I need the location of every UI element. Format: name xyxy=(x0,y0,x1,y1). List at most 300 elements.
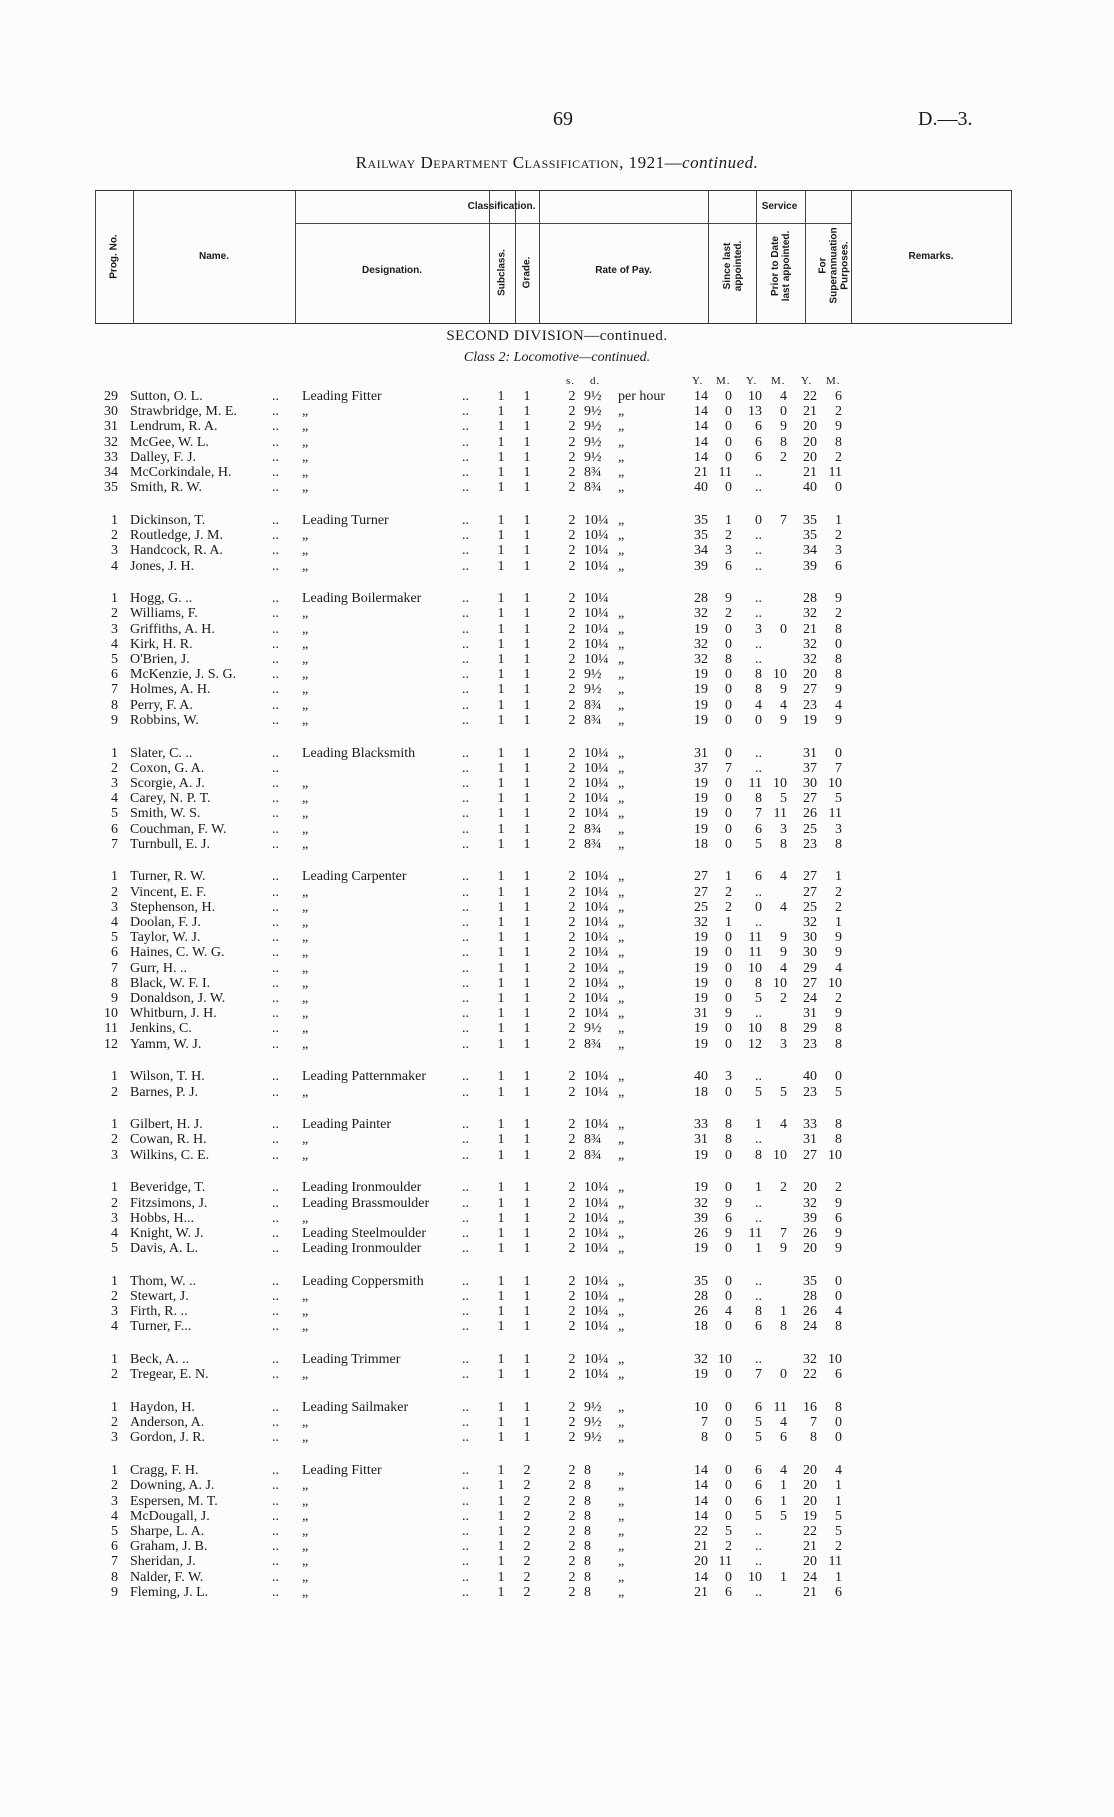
leader-dots: .. xyxy=(272,1319,279,1335)
designation: „ xyxy=(302,1554,309,1570)
since-last-years: 35 xyxy=(694,528,708,544)
pay-pence: 8 xyxy=(584,1569,591,1585)
leader-dots: .. xyxy=(462,404,469,420)
superannuation-months: 8 xyxy=(835,1400,842,1415)
prior-months: 9 xyxy=(780,419,787,435)
employee-name: Couchman, F. W. xyxy=(130,821,227,837)
grade: 1 xyxy=(523,1319,531,1335)
leader-dots: .. xyxy=(272,1225,279,1241)
superannuation-years: 20 xyxy=(803,1493,817,1509)
since-last-years: 21 xyxy=(694,465,708,480)
prog-no: 2 xyxy=(111,1195,118,1211)
leader-dots: .. xyxy=(462,1554,469,1570)
employee-name: Carey, N. P. T. xyxy=(130,791,211,807)
pay-pence: 8¾ xyxy=(584,1036,602,1052)
pay-period: „ xyxy=(618,1367,625,1383)
employee-name: Nalder, F. W. xyxy=(130,1569,204,1585)
prog-no: 4 xyxy=(111,791,118,807)
pay-shillings: 2 xyxy=(568,449,576,465)
superannuation-months: 0 xyxy=(835,1430,842,1446)
designation: „ xyxy=(302,775,309,791)
prior-months: 5 xyxy=(780,791,787,807)
designation: „ xyxy=(302,465,309,480)
since-last-months: 1 xyxy=(725,512,732,528)
pay-shillings: 2 xyxy=(568,1147,576,1163)
grade: 1 xyxy=(523,1006,531,1022)
since-last-years: 19 xyxy=(694,682,708,698)
designation: „ xyxy=(302,543,309,559)
pay-shillings: 2 xyxy=(568,465,576,480)
employee-name: O'Brien, J. xyxy=(130,652,190,667)
subclass: 1 xyxy=(497,1225,505,1241)
pay-period: „ xyxy=(618,991,625,1006)
leader-dots: .. xyxy=(272,1132,279,1148)
superannuation-months: 4 xyxy=(835,1463,842,1479)
grade: 1 xyxy=(523,1036,531,1052)
section-class-name: Locomotive—continued. xyxy=(513,350,651,365)
leader-dots: .. xyxy=(462,606,469,622)
since-last-years: 32 xyxy=(694,1195,708,1211)
leader-dots: .. xyxy=(272,621,279,637)
leader-dots: .. xyxy=(462,1539,469,1555)
prior-months: 4 xyxy=(780,1463,787,1479)
since-last-months: 8 xyxy=(725,652,732,667)
unit-months-1: M. xyxy=(716,375,731,387)
since-last-years: 19 xyxy=(694,930,708,946)
superannuation-months: 6 xyxy=(835,558,842,574)
pay-shillings: 2 xyxy=(568,1569,576,1585)
since-last-months: 0 xyxy=(725,1084,732,1100)
since-last-months: 0 xyxy=(725,975,732,991)
since-last-years: 14 xyxy=(694,389,708,404)
superannuation-months: 10 xyxy=(828,1352,842,1368)
pay-pence: 10¼ xyxy=(584,869,609,885)
grade: 1 xyxy=(523,1352,531,1368)
title-year: 1921 xyxy=(628,153,665,172)
pay-shillings: 2 xyxy=(568,1084,576,1100)
since-last-years: 19 xyxy=(694,712,708,728)
pay-shillings: 2 xyxy=(568,389,576,404)
subclass: 1 xyxy=(497,836,505,852)
leader-dots: .. xyxy=(462,1584,469,1600)
pay-shillings: 2 xyxy=(568,1180,576,1196)
superannuation-months: 4 xyxy=(835,1304,842,1320)
since-last-months: 0 xyxy=(725,697,732,713)
since-last-months: 0 xyxy=(725,1319,732,1335)
designation: „ xyxy=(302,1006,309,1022)
leader-dots: .. xyxy=(462,791,469,807)
leader-dots: .. xyxy=(272,836,279,852)
superannuation-months: 10 xyxy=(828,1147,842,1163)
superannuation-months: 6 xyxy=(835,1584,842,1600)
prog-no: 32 xyxy=(104,434,118,450)
designation: „ xyxy=(302,1084,309,1100)
subclass: 1 xyxy=(497,480,505,496)
prog-no: 12 xyxy=(104,1036,118,1052)
pay-shillings: 2 xyxy=(568,1036,576,1052)
employee-name: Anderson, A. xyxy=(130,1415,205,1431)
pay-period: „ xyxy=(618,1430,625,1446)
since-last-months: 0 xyxy=(725,1400,732,1415)
prog-no: 1 xyxy=(111,1352,118,1368)
leader-dots: .. xyxy=(272,697,279,713)
pay-period: „ xyxy=(618,821,625,837)
pay-period: „ xyxy=(618,404,625,420)
prior-months: 8 xyxy=(780,836,787,852)
prior-years: 6 xyxy=(755,1319,762,1335)
subclass: 1 xyxy=(497,591,505,607)
leader-dots: .. xyxy=(272,884,279,900)
prog-no: 3 xyxy=(111,543,118,559)
prog-no: 2 xyxy=(111,760,118,776)
since-last-months: 0 xyxy=(725,1367,732,1383)
pay-pence: 10¼ xyxy=(584,899,609,915)
prog-no: 4 xyxy=(111,1508,118,1524)
prior-months: 11 xyxy=(773,806,787,822)
employee-name: Wilkins, C. E. xyxy=(130,1147,210,1163)
pay-period: „ xyxy=(618,1400,625,1415)
pay-pence: 10¼ xyxy=(584,591,609,607)
leader-dots: .. xyxy=(462,434,469,450)
since-last-years: 19 xyxy=(694,667,708,683)
prog-no: 10 xyxy=(104,1006,118,1022)
subclass: 1 xyxy=(497,621,505,637)
superannuation-months: 0 xyxy=(835,745,842,761)
leader-dots: .. xyxy=(462,945,469,961)
grade: 2 xyxy=(523,1554,531,1570)
employee-name: Gordon, J. R. xyxy=(130,1430,206,1446)
pay-pence: 10¼ xyxy=(584,1069,609,1085)
pay-shillings: 2 xyxy=(568,1195,576,1211)
since-last-years: 32 xyxy=(694,636,708,652)
prior-years: 6 xyxy=(755,821,762,837)
pay-pence: 10¼ xyxy=(584,1319,609,1335)
employee-name: Strawbridge, M. E. xyxy=(130,404,237,420)
pay-shillings: 2 xyxy=(568,1304,576,1320)
superannuation-months: 8 xyxy=(835,1036,842,1052)
since-last-months: 2 xyxy=(725,606,732,622)
prior-years: 5 xyxy=(755,1415,762,1431)
superannuation-months: 6 xyxy=(835,1367,842,1383)
since-last-months: 0 xyxy=(725,930,732,946)
grade: 2 xyxy=(523,1463,531,1479)
pay-shillings: 2 xyxy=(568,975,576,991)
leader-dots: .. xyxy=(462,1430,469,1446)
grade: 1 xyxy=(523,1367,531,1383)
designation: „ xyxy=(302,1415,309,1431)
since-last-years: 27 xyxy=(694,884,708,900)
prog-no: 1 xyxy=(111,1117,118,1133)
since-last-months: 3 xyxy=(725,1069,732,1085)
superannuation-years: 29 xyxy=(803,960,817,976)
designation: „ xyxy=(302,1210,309,1226)
designation: „ xyxy=(302,682,309,698)
leader-dots: .. xyxy=(462,480,469,496)
since-last-years: 28 xyxy=(694,591,708,607)
pay-pence: 10¼ xyxy=(584,945,609,961)
grade: 1 xyxy=(523,465,531,480)
superannuation-years: 25 xyxy=(803,899,817,915)
superannuation-months: 1 xyxy=(835,512,842,528)
leader-dots: .. xyxy=(462,899,469,915)
superannuation-years: 20 xyxy=(803,419,817,435)
pay-shillings: 2 xyxy=(568,1225,576,1241)
designation: Leading Fitter xyxy=(302,389,382,404)
subclass: 1 xyxy=(497,404,505,420)
leader-dots: .. xyxy=(462,1493,469,1509)
pay-pence: 9½ xyxy=(584,449,602,465)
superannuation-years: 30 xyxy=(803,930,817,946)
prog-no: 7 xyxy=(111,682,118,698)
leader-dots: .. xyxy=(462,760,469,776)
prior-months: 10 xyxy=(773,775,787,791)
leader-dots: .. xyxy=(462,775,469,791)
employee-name: Sutton, O. L. xyxy=(130,389,203,404)
employee-name: McDougall, J. xyxy=(130,1508,210,1524)
prior-years: 8 xyxy=(755,682,762,698)
prog-no: 4 xyxy=(111,915,118,930)
grade: 1 xyxy=(523,930,531,946)
pay-period: „ xyxy=(618,1273,625,1289)
subclass: 1 xyxy=(497,899,505,915)
since-last-months: 0 xyxy=(725,1478,732,1494)
pay-shillings: 2 xyxy=(568,1021,576,1037)
superannuation-months: 10 xyxy=(828,975,842,991)
since-last-years: 31 xyxy=(694,1132,708,1148)
since-last-years: 19 xyxy=(694,1367,708,1383)
leader-dots: .. xyxy=(272,652,279,667)
pay-period: „ xyxy=(618,1006,625,1022)
leader-dots: .. xyxy=(272,1569,279,1585)
superannuation-months: 2 xyxy=(835,606,842,622)
pay-pence: 10¼ xyxy=(584,1180,609,1196)
subclass: 1 xyxy=(497,1195,505,1211)
subclass: 1 xyxy=(497,1147,505,1163)
superannuation-years: 39 xyxy=(803,1210,817,1226)
pay-period: „ xyxy=(618,1132,625,1148)
pay-shillings: 2 xyxy=(568,1352,576,1368)
leader-dots: .. xyxy=(462,1415,469,1431)
pay-pence: 9½ xyxy=(584,404,602,420)
subclass: 1 xyxy=(497,1304,505,1320)
pay-period: „ xyxy=(618,1463,625,1479)
pay-pence: 9½ xyxy=(584,1021,602,1037)
superannuation-years: 25 xyxy=(803,821,817,837)
since-last-months: 0 xyxy=(725,745,732,761)
designation: „ xyxy=(302,1289,309,1304)
pay-pence: 8 xyxy=(584,1523,591,1539)
superannuation-months: 4 xyxy=(835,960,842,976)
superannuation-years: 22 xyxy=(803,389,817,404)
pay-pence: 8 xyxy=(584,1493,591,1509)
since-last-months: 1 xyxy=(725,869,732,885)
grade: 1 xyxy=(523,836,531,852)
superannuation-years: 35 xyxy=(803,1273,817,1289)
header-grade: Grade. xyxy=(521,256,533,289)
since-last-months: 0 xyxy=(725,1289,732,1304)
prog-no: 11 xyxy=(104,1021,118,1037)
prior-months: 9 xyxy=(780,682,787,698)
subclass: 1 xyxy=(497,1400,505,1415)
employee-name: Tregear, E. N. xyxy=(130,1367,209,1383)
pay-period: „ xyxy=(618,1584,625,1600)
leader-dots: .. xyxy=(462,1006,469,1022)
superannuation-years: 27 xyxy=(803,1147,817,1163)
employee-name: Cowan, R. H. xyxy=(130,1132,207,1148)
since-last-months: 2 xyxy=(725,884,732,900)
pay-period: „ xyxy=(618,543,625,559)
since-last-months: 0 xyxy=(725,621,732,637)
leader-dots: .. xyxy=(272,1400,279,1415)
superannuation-months: 9 xyxy=(835,419,842,435)
grade: 1 xyxy=(523,652,531,667)
superannuation-months: 2 xyxy=(835,991,842,1006)
grade: 1 xyxy=(523,682,531,698)
since-last-months: 2 xyxy=(725,528,732,544)
superannuation-years: 27 xyxy=(803,884,817,900)
employee-name: Perry, F. A. xyxy=(130,697,193,713)
since-last-months: 0 xyxy=(725,480,732,496)
grade: 1 xyxy=(523,806,531,822)
subclass: 1 xyxy=(497,1415,505,1431)
superannuation-years: 21 xyxy=(803,1539,817,1555)
prior-years: 10 xyxy=(748,1021,762,1037)
prior-months: 8 xyxy=(780,1021,787,1037)
prior-years: 8 xyxy=(755,667,762,683)
leader-dots: .. xyxy=(462,1241,469,1257)
since-last-months: 0 xyxy=(725,806,732,822)
pay-shillings: 2 xyxy=(568,1289,576,1304)
pay-pence: 8 xyxy=(584,1463,591,1479)
designation: „ xyxy=(302,1021,309,1037)
designation: „ xyxy=(302,480,309,496)
prior-years: 8 xyxy=(755,1147,762,1163)
superannuation-months: 2 xyxy=(835,899,842,915)
superannuation-years: 27 xyxy=(803,975,817,991)
superannuation-months: 2 xyxy=(835,1180,842,1196)
prior-years: 11 xyxy=(748,945,762,961)
unit-years-1: Y. xyxy=(692,375,704,387)
prog-no: 35 xyxy=(104,480,118,496)
pay-period: „ xyxy=(618,945,625,961)
grade: 1 xyxy=(523,1195,531,1211)
prog-no: 5 xyxy=(111,806,118,822)
leader-dots: .. xyxy=(272,1069,279,1085)
employee-name: Beveridge, T. xyxy=(130,1180,206,1196)
prior-years: .. xyxy=(755,745,762,761)
leader-dots: .. xyxy=(462,512,469,528)
employee-name: Turnbull, E. J. xyxy=(130,836,211,852)
employee-name: Williams, F. xyxy=(130,606,198,622)
grade: 1 xyxy=(523,1084,531,1100)
pay-period: „ xyxy=(618,1539,625,1555)
prior-months: 3 xyxy=(780,1036,787,1052)
pay-pence: 9½ xyxy=(584,667,602,683)
prior-months: 3 xyxy=(780,821,787,837)
superannuation-months: 8 xyxy=(835,1319,842,1335)
pay-period: „ xyxy=(618,1289,625,1304)
pay-pence: 10¼ xyxy=(584,512,609,528)
leader-dots: .. xyxy=(462,712,469,728)
prior-months: 0 xyxy=(780,1367,787,1383)
prior-years: 1 xyxy=(755,1117,762,1133)
designation: „ xyxy=(302,621,309,637)
superannuation-years: 31 xyxy=(803,1132,817,1148)
pay-period: „ xyxy=(618,449,625,465)
designation: „ xyxy=(302,667,309,683)
since-last-years: 19 xyxy=(694,1036,708,1052)
superannuation-months: 11 xyxy=(828,465,842,480)
employee-name: Stephenson, H. xyxy=(130,899,216,915)
superannuation-years: 32 xyxy=(803,652,817,667)
designation: „ xyxy=(302,975,309,991)
employee-name: McGee, W. L. xyxy=(130,434,209,450)
prog-no: 1 xyxy=(111,512,118,528)
prog-no: 3 xyxy=(111,621,118,637)
prior-years: 5 xyxy=(755,1508,762,1524)
subclass: 1 xyxy=(497,960,505,976)
since-last-months: 0 xyxy=(725,991,732,1006)
prog-no: 3 xyxy=(111,1210,118,1226)
pay-period: „ xyxy=(618,434,625,450)
pay-pence: 8 xyxy=(584,1554,591,1570)
superannuation-years: 32 xyxy=(803,915,817,930)
since-last-years: 40 xyxy=(694,1069,708,1085)
prior-years: .. xyxy=(755,1273,762,1289)
leader-dots: .. xyxy=(272,1584,279,1600)
pay-period: „ xyxy=(618,558,625,574)
pay-period: „ xyxy=(618,760,625,776)
since-last-months: 11 xyxy=(718,465,732,480)
leader-dots: .. xyxy=(462,975,469,991)
leader-dots: .. xyxy=(272,1523,279,1539)
leader-dots: .. xyxy=(462,558,469,574)
prog-no: 7 xyxy=(111,836,118,852)
pay-shillings: 2 xyxy=(568,991,576,1006)
prog-no: 6 xyxy=(111,1539,118,1555)
designation: „ xyxy=(302,899,309,915)
superannuation-years: 16 xyxy=(803,1400,817,1415)
prior-years: 0 xyxy=(755,712,762,728)
grade: 1 xyxy=(523,991,531,1006)
designation: Leading Fitter xyxy=(302,1463,382,1479)
superannuation-years: 35 xyxy=(803,512,817,528)
prog-no: 5 xyxy=(111,1241,118,1257)
prog-no: 3 xyxy=(111,1430,118,1446)
leader-dots: .. xyxy=(462,1036,469,1052)
pay-period: „ xyxy=(618,1117,625,1133)
pay-pence: 8¾ xyxy=(584,712,602,728)
since-last-years: 31 xyxy=(694,1006,708,1022)
designation: Leading Sailmaker xyxy=(302,1400,409,1415)
leader-dots: .. xyxy=(272,775,279,791)
pay-pence: 9½ xyxy=(584,434,602,450)
leader-dots: .. xyxy=(272,745,279,761)
since-last-years: 19 xyxy=(694,791,708,807)
prior-years: .. xyxy=(755,1132,762,1148)
pay-period: „ xyxy=(618,1304,625,1320)
subclass: 1 xyxy=(497,543,505,559)
grade: 1 xyxy=(523,745,531,761)
subclass: 1 xyxy=(497,697,505,713)
pay-pence: 8¾ xyxy=(584,465,602,480)
designation: Leading Coppersmith xyxy=(302,1273,424,1289)
prior-years: 5 xyxy=(755,1084,762,1100)
prior-months: 1 xyxy=(780,1478,787,1494)
leader-dots: .. xyxy=(462,419,469,435)
leader-dots: .. xyxy=(272,1210,279,1226)
since-last-years: 35 xyxy=(694,512,708,528)
